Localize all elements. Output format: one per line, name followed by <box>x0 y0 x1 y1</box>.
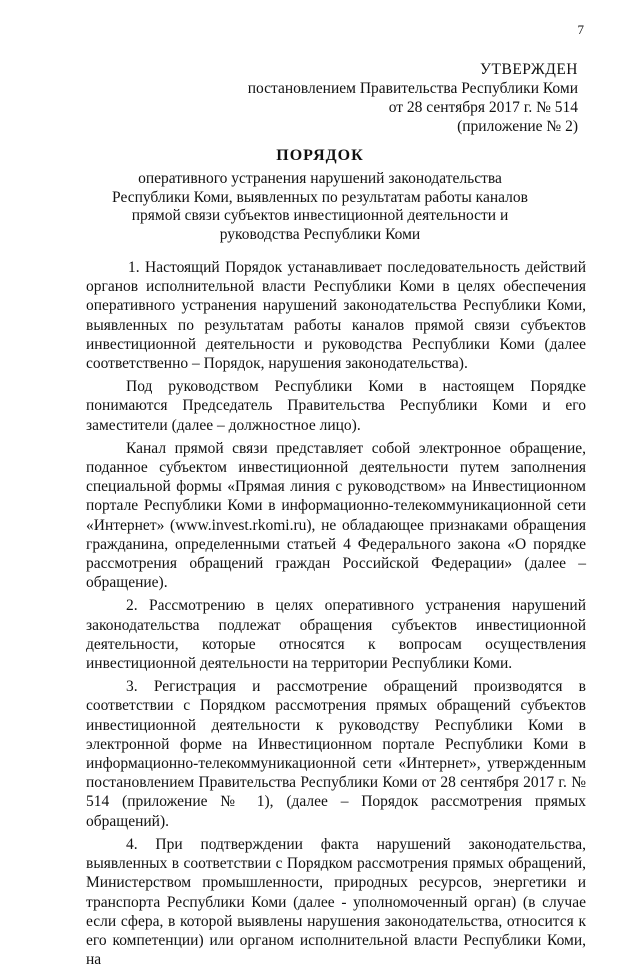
approval-line-1: постановлением Правительства Республики Коми <box>247 80 578 97</box>
document-subtitle <box>80 170 560 244</box>
subtitle-line-4: руководства Республики Коми <box>219 225 421 243</box>
paragraph-2: Под руководством Республики Коми в настоящем Порядке понимаются Председатель Правительства Республики Коми и его заместители (далее – должностное лицо). <box>86 378 586 434</box>
subtitle-line-3: прямой связи субъектов инвестиционной деятельности и <box>131 207 509 224</box>
approval-block <box>218 60 578 136</box>
document-title: ПОРЯДОК <box>276 147 364 164</box>
paragraph-6: 4. При подтверждении факта нарушений законодательства, выявленных в соответствии с Порядком рассмотрения прямых обращений, Министерством промышленности, природных ресурсов, энергетики и транспорта Республики Коми (далее - уполномоченный орган) (в случае если сфера, в которой выявлены нарушения законодательства, относится к его компетенции) или органом исполнительной власти Республики Коми, на <box>86 835 586 969</box>
paragraph-4: 2. Рассмотрению в целях оперативного устранения нарушений законодательства подлежат обращения субъектов инвестиционной деятельности, которые относятся к вопросам осуществления инвестиционной деятельности на территории Республики Коми. <box>86 597 586 673</box>
document-body <box>86 258 586 973</box>
subtitle-line-2: Республики Коми, выявленных по результатам работы каналов <box>112 188 528 206</box>
approval-heading: УТВЕРЖДЕН <box>480 61 578 78</box>
paragraph-1: 1. Настоящий Порядок устанавливает последовательность действий органов исполнительной власти Республики Коми в целях обеспечения оперативного устранения нарушений законодательства Республики Коми, выявленных по результатам работы каналов прямой связи субъектов инвестиционной деятельности и руководства Республики Коми (далее соответственно – Порядок, нарушения законодательства). <box>86 259 586 373</box>
approval-line-2: от 28 сентября 2017 г. № 514 <box>388 99 578 116</box>
paragraph-3: Канал прямой связи представляет собой электронное обращение, поданное субъектом инвестиционной деятельности путем заполнения специальной формы «Прямая линия с руководством» на Инвестиционном портале Республики Коми в информационно-телекоммуникационной сети «Интернет» (www.invest.rkomi.ru), не обладающее признаками обращения гражданина, определенными статьей 4 Федерального закона «О порядке рассмотрения обращений граждан Российской Федерации» (далее – обращение). <box>86 439 586 592</box>
approval-line-3: (приложение № 2) <box>457 118 578 135</box>
page-number: 7 <box>577 22 584 37</box>
paragraph-5: 3. Регистрация и рассмотрение обращений производятся в соответствии с Порядком рассмотрения прямых обращений субъектов инвестиционной деятельности к руководству Республики Коми в электронной форме на Инвестиционном портале Республики Коми в информационно-телекоммуникационной сети «Интернет», утвержденным постановлением Правительства Республики Коми от 28 сентября 2017 г. № 514 (приложение № 1), (далее – Порядок рассмотрения прямых обращений). <box>86 678 586 830</box>
subtitle-line-1: оперативного устранения нарушений законодательства <box>138 170 502 187</box>
